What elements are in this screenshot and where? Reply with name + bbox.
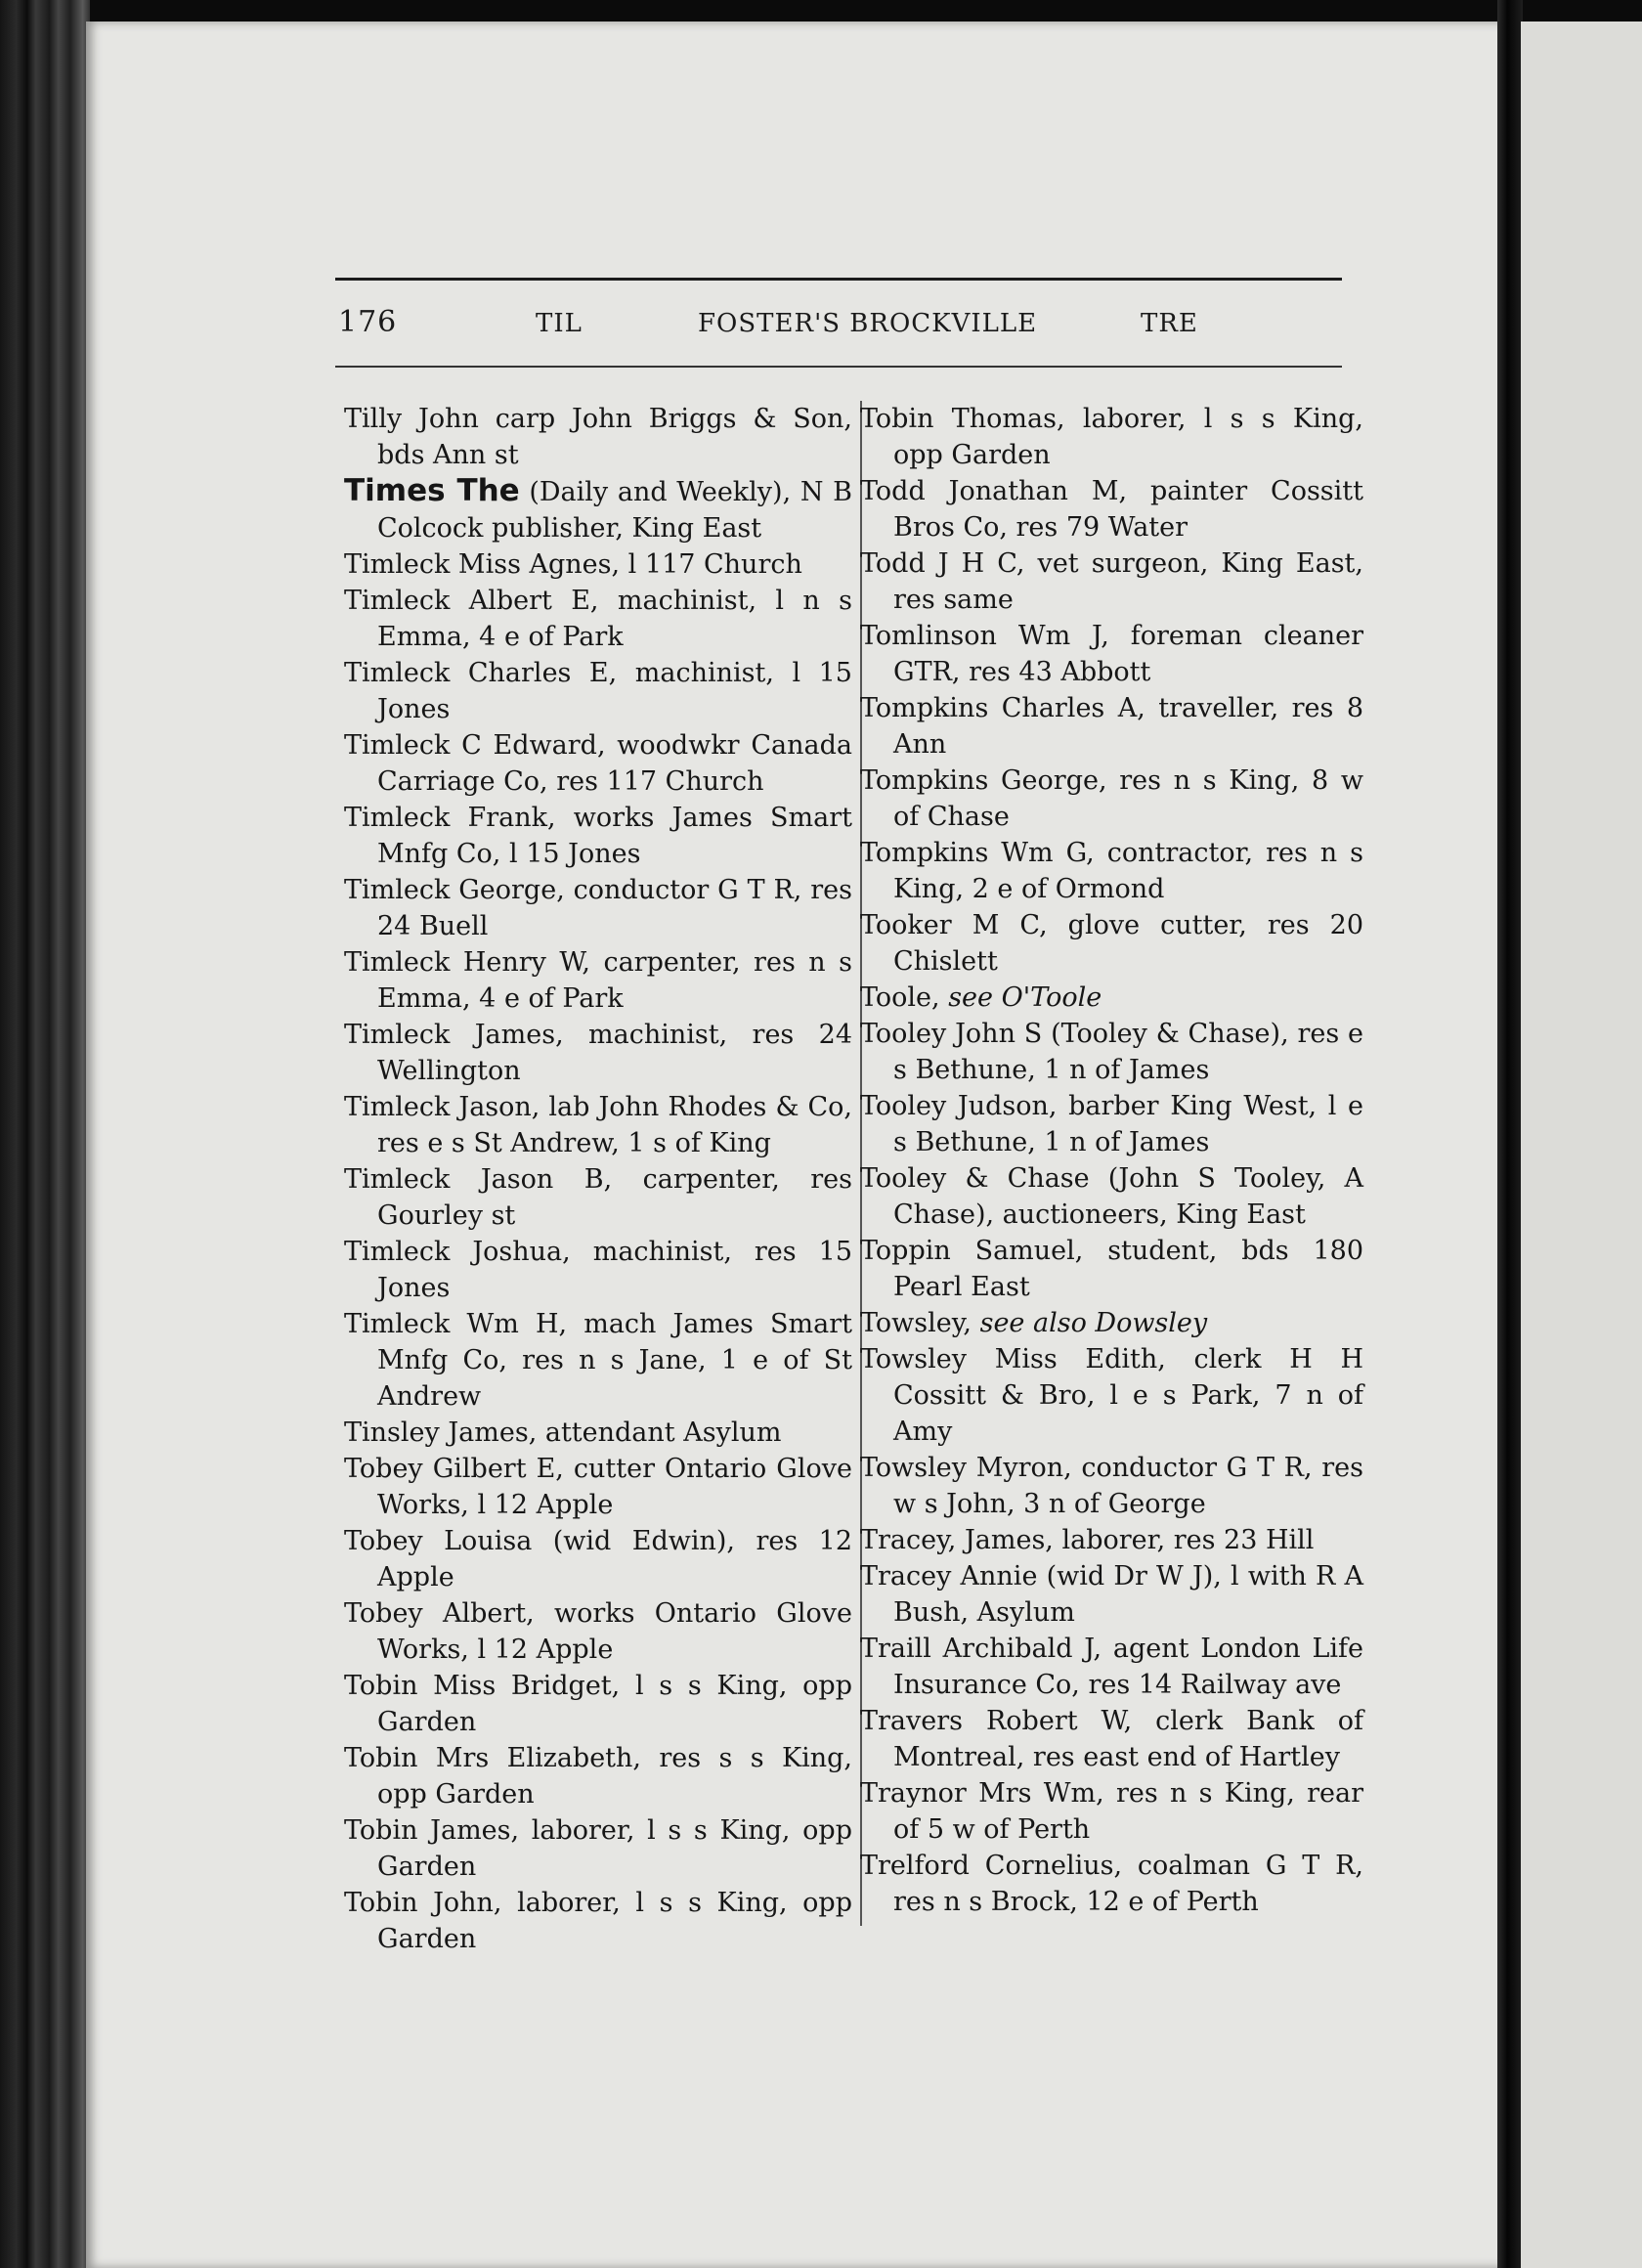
page-number: 176 <box>338 305 398 339</box>
entry-text: Tompkins Charles A, traveller, res 8 Ann <box>860 693 1363 760</box>
directory-entry <box>344 1234 852 1306</box>
directory-entry <box>860 1305 1363 1341</box>
entry-text: Tobin Miss Bridget, l s s King, opp Garden <box>344 1671 852 1737</box>
directory-entry <box>344 944 852 1017</box>
directory-entry <box>860 1703 1363 1775</box>
directory-entry <box>344 1595 852 1668</box>
entry-text: Timleck Wm H, mach James Smart Mnfg Co, res n s Jane, 1 e of St Andrew <box>344 1309 852 1412</box>
entry-text: Tracey, James, laborer, res 23 Hill <box>860 1525 1315 1555</box>
entry-bold-name: Times The <box>344 473 520 508</box>
entry-text: Tobin Mrs Elizabeth, res s s King, opp Garden <box>344 1743 852 1810</box>
directory-entry <box>860 835 1363 907</box>
running-header <box>0 305 1642 348</box>
entry-text: Tobey Louisa (wid Edwin), res 12 Apple <box>344 1526 852 1592</box>
directory-entry <box>344 546 852 583</box>
entry-text: Tompkins Wm G, contractor, res n s King, 2 e of Ormond <box>860 838 1363 904</box>
entry-text: Travers Robert W, clerk Bank of Montreal, res east end of Hartley <box>860 1706 1363 1772</box>
directory-entry <box>860 1450 1363 1522</box>
directory-entry <box>860 1341 1363 1450</box>
directory-entry <box>860 401 1363 473</box>
directory-entry <box>344 1885 852 1957</box>
directory-entry <box>344 800 852 872</box>
directory-entry <box>860 907 1363 980</box>
directory-entry <box>344 1740 852 1812</box>
entry-text: Tompkins George, res n s King, 8 w of Chase <box>860 765 1363 832</box>
entry-text: Tobey Albert, works Ontario Glove Works, l 12 Apple <box>344 1598 852 1665</box>
entry-text: Trelford Cornelius, coalman G T R, res n s Brock, 12 e of Perth <box>860 1851 1363 1917</box>
entry-text: Tooley Judson, barber King West, l e s Bethune, 1 n of James <box>860 1091 1363 1157</box>
entry-text: Towsley, <box>860 1308 980 1338</box>
entry-text: Todd J H C, vet surgeon, King East, res same <box>860 548 1363 615</box>
entry-text: Timleck Joshua, machinist, res 15 Jones <box>344 1237 852 1303</box>
entry-text: Tobin James, laborer, l s s King, opp Garden <box>344 1815 852 1882</box>
right-column <box>860 401 1363 1920</box>
entry-text: Traill Archibald J, agent London Life Insurance Co, res 14 Railway ave <box>860 1634 1363 1700</box>
directory-entry <box>344 473 852 546</box>
directory-entry <box>344 1415 852 1451</box>
entry-text: Tobey Gilbert E, cutter Ontario Glove Works, l 12 Apple <box>344 1454 852 1520</box>
entry-text: Tinsley James, attendant Asylum <box>344 1418 782 1448</box>
directory-entry <box>344 1089 852 1161</box>
directory-entry <box>344 655 852 727</box>
header-rule <box>335 366 1342 368</box>
entry-text: Toppin Samuel, student, bds 180 Pearl East <box>860 1236 1363 1302</box>
directory-entry <box>860 1558 1363 1631</box>
adjacent-page-edge <box>1521 22 1642 2268</box>
directory-entry <box>344 1668 852 1740</box>
entry-text: Tooley John S (Tooley & Chase), res e s Bethune, 1 n of James <box>860 1019 1363 1085</box>
entry-text: Tracey Annie (wid Dr W J), l with R A Bush, Asylum <box>860 1561 1363 1628</box>
entry-text: Timleck C Edward, woodwkr Canada Carriage Co, res 117 Church <box>344 730 852 797</box>
directory-entry <box>860 1160 1363 1233</box>
directory-entry <box>860 545 1363 618</box>
directory-entry <box>344 872 852 944</box>
directory-entry <box>860 1233 1363 1305</box>
entry-text: Towsley Miss Edith, clerk H H Cossitt & Bro, l e s Park, 7 n of Amy <box>860 1344 1363 1447</box>
directory-entry <box>344 1161 852 1234</box>
directory-entry <box>860 1522 1363 1558</box>
directory-entry <box>344 1812 852 1885</box>
directory-entry <box>860 473 1363 545</box>
directory-entry <box>860 1088 1363 1160</box>
page-title: FOSTER'S BROCKVILLE <box>698 309 1038 338</box>
top-rule <box>335 278 1342 281</box>
entry-text: Timleck Charles E, machinist, l 15 Jones <box>344 658 852 724</box>
directory-entry <box>344 401 852 473</box>
entry-text: Timleck Albert E, machinist, l n s Emma, 4 e of Park <box>344 586 852 652</box>
entry-text: Timleck Henry W, carpenter, res n s Emma, 4 e of Park <box>344 947 852 1014</box>
entry-cross-reference: see also Dowsley <box>979 1308 1208 1338</box>
entry-text: Traynor Mrs Wm, res n s King, rear of 5 w of Perth <box>860 1778 1363 1845</box>
entry-text: (Daily and Weekly), N B Colcock publisher, King East <box>377 477 852 544</box>
directory-entry <box>860 618 1363 690</box>
directory-entry <box>344 1523 852 1595</box>
directory-entry <box>860 1631 1363 1703</box>
entry-text: Tomlinson Wm J, foreman cleaner GTR, res 43 Abbott <box>860 621 1363 687</box>
right-guide-word: TRE <box>1141 309 1198 338</box>
entry-text: Towsley Myron, conductor G T R, res w s John, 3 n of George <box>860 1453 1363 1519</box>
entry-cross-reference: see O'Toole <box>948 982 1102 1013</box>
entry-text: Timleck Jason, lab John Rhodes & Co, res e s St Andrew, 1 s of King <box>344 1092 852 1158</box>
entry-text: Todd Jonathan M, painter Cossitt Bros Co, res 79 Water <box>860 476 1363 543</box>
directory-entry <box>344 1017 852 1089</box>
entry-text: Tooker M C, glove cutter, res 20 Chislett <box>860 910 1363 977</box>
directory-entry <box>860 1775 1363 1848</box>
directory-entry <box>860 690 1363 763</box>
directory-entry <box>344 1306 852 1415</box>
directory-entry <box>344 583 852 655</box>
directory-entry <box>344 727 852 800</box>
entry-text: Tooley & Chase (John S Tooley, A Chase), auctioneers, King East <box>860 1163 1363 1230</box>
directory-entry <box>860 763 1363 835</box>
directory-entry <box>860 1016 1363 1088</box>
entry-text: Tilly John carp John Briggs & Son, bds Ann st <box>344 404 852 470</box>
directory-entry <box>860 1848 1363 1920</box>
entry-text: Toole, <box>860 982 949 1013</box>
entry-text: Tobin John, laborer, l s s King, opp Garden <box>344 1888 852 1954</box>
left-guide-word: TIL <box>536 309 583 338</box>
left-column <box>344 401 852 1957</box>
entry-text: Timleck Miss Agnes, l 117 Church <box>344 549 802 580</box>
entry-text: Timleck James, machinist, res 24 Wellington <box>344 1020 852 1086</box>
entry-text: Timleck Jason B, carpenter, res Gourley st <box>344 1164 852 1231</box>
directory-entry <box>860 980 1363 1016</box>
entry-text: Timleck George, conductor G T R, res 24 Buell <box>344 875 852 941</box>
entry-text: Timleck Frank, works James Smart Mnfg Co, l 15 Jones <box>344 803 852 869</box>
entry-text: Tobin Thomas, laborer, l s s King, opp Garden <box>860 404 1363 470</box>
directory-entry <box>344 1451 852 1523</box>
